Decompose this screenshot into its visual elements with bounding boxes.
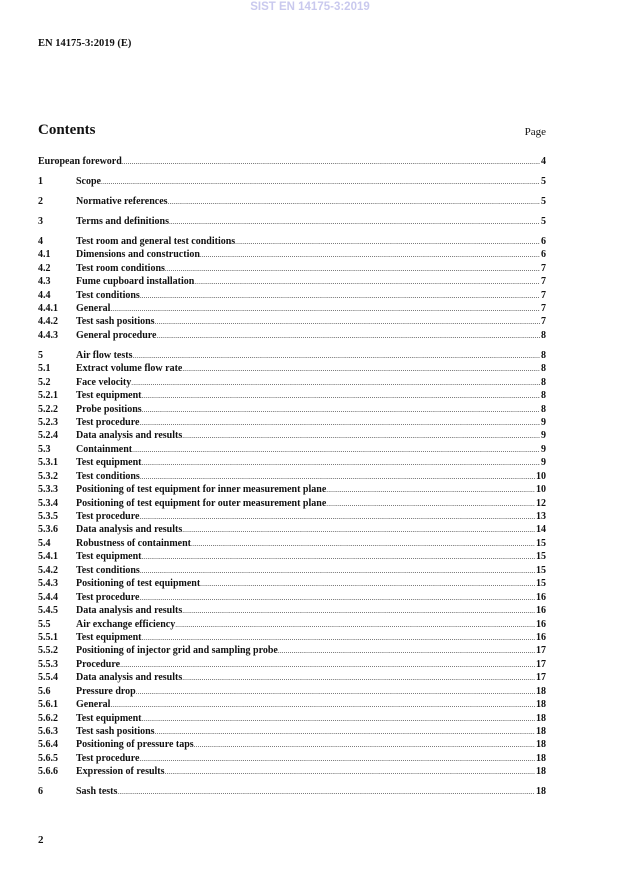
toc-entry-label: Test procedure bbox=[76, 591, 140, 603]
toc-entry-number: 4.1 bbox=[38, 249, 51, 261]
toc-entry-number: 5.5.3 bbox=[38, 658, 58, 670]
toc-entry-number: 2 bbox=[38, 195, 43, 207]
dot-leader bbox=[131, 377, 540, 390]
dot-leader bbox=[191, 538, 535, 551]
toc-entry[interactable] bbox=[38, 752, 546, 765]
dot-leader bbox=[169, 216, 540, 229]
toc-entry[interactable] bbox=[38, 497, 546, 510]
toc-entry-page: 10 bbox=[536, 470, 546, 482]
toc-entry-page: 12 bbox=[536, 497, 546, 509]
toc-entry-page: 17 bbox=[536, 645, 546, 657]
toc-entry[interactable] bbox=[38, 235, 546, 248]
toc-entry-number: 5.3.1 bbox=[38, 457, 58, 469]
dot-leader bbox=[139, 417, 540, 430]
toc-entry-page: 6 bbox=[541, 249, 546, 261]
toc-entry-page: 15 bbox=[536, 564, 546, 576]
toc-entry-page: 6 bbox=[541, 235, 546, 247]
dot-leader bbox=[139, 511, 535, 524]
dot-leader bbox=[175, 619, 535, 632]
toc-entry-page: 16 bbox=[536, 631, 546, 643]
toc-entry-page: 18 bbox=[536, 739, 546, 751]
dot-leader bbox=[278, 645, 535, 658]
toc-entry-page: 15 bbox=[536, 537, 546, 549]
toc-entry[interactable] bbox=[38, 215, 546, 228]
toc-entry[interactable] bbox=[38, 262, 546, 275]
toc-entry-label: Data analysis and results bbox=[76, 605, 183, 617]
dot-leader bbox=[139, 753, 535, 766]
toc-entry-number: 6 bbox=[38, 786, 43, 798]
toc-entry-number: 5.4.1 bbox=[38, 551, 58, 563]
toc-entry-number: 5.2.1 bbox=[38, 390, 58, 402]
toc-entry[interactable] bbox=[38, 248, 546, 261]
dot-leader bbox=[235, 236, 540, 249]
toc-entry-page: 5 bbox=[541, 215, 546, 227]
toc-entry[interactable] bbox=[38, 376, 546, 389]
toc-entry-label: Test equipment bbox=[76, 457, 142, 469]
toc-entry-number: 5.5.2 bbox=[38, 645, 58, 657]
toc-entry-number: 5.2.3 bbox=[38, 416, 58, 428]
toc-entry-page: 7 bbox=[541, 262, 546, 274]
toc-entry-page: 8 bbox=[541, 390, 546, 402]
dot-leader bbox=[110, 699, 535, 712]
toc-entry-label: Scope bbox=[76, 175, 101, 187]
toc-entry[interactable] bbox=[38, 671, 546, 684]
toc-entry-label: Test sash positions bbox=[76, 726, 155, 737]
page-title: Contents bbox=[38, 122, 96, 138]
dot-leader bbox=[194, 739, 535, 752]
toc-entry-number: 5.3.6 bbox=[38, 524, 58, 536]
dot-leader bbox=[122, 156, 540, 169]
dot-leader bbox=[140, 290, 540, 303]
toc-entry-page: 16 bbox=[536, 591, 546, 603]
dot-leader bbox=[200, 578, 535, 591]
toc-entry-page: 4 bbox=[541, 156, 546, 167]
toc-entry-label: Positioning of pressure taps bbox=[76, 739, 194, 751]
toc-entry-number: 5.6.1 bbox=[38, 699, 58, 711]
dot-leader bbox=[141, 390, 540, 403]
dot-leader bbox=[182, 672, 535, 685]
toc-entry-page: 18 bbox=[536, 699, 546, 711]
toc-entry-number: 5.6.6 bbox=[38, 766, 58, 778]
toc-entry-page: 9 bbox=[541, 457, 546, 469]
toc-entry-label: Test sash positions bbox=[76, 316, 155, 328]
toc-entry-number: 1 bbox=[38, 175, 43, 187]
dot-leader bbox=[136, 686, 535, 699]
toc-entry-label: Test procedure bbox=[76, 752, 140, 764]
toc-entry-label: Data analysis and results bbox=[76, 524, 183, 536]
toc-entry[interactable] bbox=[38, 362, 546, 375]
toc-entry-number: 4.4.2 bbox=[38, 316, 58, 328]
toc-entry-label: General bbox=[76, 699, 111, 711]
toc-entry[interactable] bbox=[38, 712, 546, 725]
toc-entry-label: Positioning of test equipment for inner measurement plane bbox=[76, 484, 327, 496]
toc-entry-number: 5.3.2 bbox=[38, 470, 58, 482]
toc-entry-label: Dimensions and construction bbox=[76, 249, 200, 261]
toc-entry-page: 9 bbox=[541, 416, 546, 428]
toc-entry-label: Positioning of test equipment for outer measurement plane bbox=[76, 497, 327, 509]
toc-entry-page: 7 bbox=[541, 316, 546, 328]
dot-leader bbox=[117, 786, 535, 799]
toc-group bbox=[38, 175, 546, 188]
toc-entry[interactable] bbox=[38, 510, 546, 523]
toc-entry-page: 16 bbox=[536, 605, 546, 617]
toc-entry-page: 18 bbox=[536, 712, 546, 724]
dot-leader bbox=[132, 350, 540, 363]
toc-group bbox=[38, 215, 546, 228]
toc-entry-label: Normative references bbox=[76, 195, 168, 207]
dot-leader bbox=[132, 444, 540, 457]
toc-entry-number: 4.4 bbox=[38, 289, 51, 301]
toc-entry-page: 5 bbox=[541, 175, 546, 187]
toc-entry-page: 17 bbox=[536, 658, 546, 670]
toc-entry[interactable] bbox=[38, 698, 546, 711]
toc-entry-number: 4.4.1 bbox=[38, 302, 58, 314]
toc-entry-number: 5.6.5 bbox=[38, 752, 58, 764]
dot-leader bbox=[182, 524, 535, 537]
toc-entry-label: Positioning of test equipment bbox=[76, 578, 201, 590]
dot-leader bbox=[140, 565, 535, 578]
page-number: 2 bbox=[38, 834, 44, 846]
toc-entry[interactable] bbox=[38, 658, 546, 671]
toc-entry-number: 5.4.4 bbox=[38, 591, 58, 603]
toc-entry[interactable] bbox=[38, 483, 546, 496]
toc-entry-label: European foreword bbox=[38, 156, 122, 167]
toc-entry[interactable] bbox=[38, 550, 546, 563]
toc-entry-label: Face velocity bbox=[76, 376, 132, 388]
dot-leader bbox=[140, 471, 535, 484]
toc-entry[interactable] bbox=[38, 591, 546, 604]
toc-entry-page: 18 bbox=[536, 752, 546, 764]
toc-entry-label: Test procedure bbox=[76, 511, 140, 522]
toc-entry-page: 15 bbox=[536, 578, 546, 590]
toc-entry-number: 4.4.3 bbox=[38, 329, 58, 341]
toc-entry[interactable] bbox=[38, 523, 546, 536]
toc-entry[interactable] bbox=[38, 275, 546, 288]
toc-entry-label: Air exchange efficiency bbox=[76, 618, 176, 630]
toc-entry-page: 8 bbox=[541, 363, 546, 375]
toc-entry-number: 5 bbox=[38, 349, 43, 361]
toc-entry-number: 5.6.4 bbox=[38, 739, 58, 751]
toc-entry-page: 8 bbox=[541, 349, 546, 361]
dot-leader bbox=[182, 430, 540, 443]
dot-leader bbox=[155, 316, 540, 329]
toc-entry-label: Probe positions bbox=[76, 403, 142, 415]
toc-entry-label: Test equipment bbox=[76, 390, 142, 402]
toc-entry-page: 14 bbox=[536, 524, 546, 536]
toc-entry-label: Extract volume flow rate bbox=[76, 363, 183, 375]
toc-entry[interactable] bbox=[38, 429, 546, 442]
toc-entry-label: Data analysis and results bbox=[76, 672, 183, 684]
dot-leader bbox=[200, 249, 540, 262]
toc-entry-number: 5.4.2 bbox=[38, 564, 58, 576]
document-id: EN 14175-3:2019 (E) bbox=[38, 38, 132, 49]
dot-leader bbox=[326, 498, 535, 511]
dot-leader bbox=[155, 726, 535, 739]
toc-entry[interactable] bbox=[38, 470, 546, 483]
toc-entry-number: 4.2 bbox=[38, 262, 51, 274]
toc-entry-label: Fume cupboard installation bbox=[76, 276, 195, 288]
dot-leader bbox=[194, 276, 540, 289]
dot-leader bbox=[141, 713, 535, 726]
toc-group bbox=[38, 235, 546, 343]
dot-leader bbox=[182, 363, 540, 376]
dot-leader bbox=[142, 404, 540, 417]
dot-leader bbox=[168, 196, 540, 209]
toc-entry-number: 5.5.4 bbox=[38, 672, 58, 684]
toc-entry-page: 7 bbox=[541, 302, 546, 314]
toc-entry-page: 7 bbox=[541, 289, 546, 301]
toc-entry-label: Test equipment bbox=[76, 712, 142, 724]
toc-entry-page: 18 bbox=[536, 685, 546, 697]
toc-entry-number: 5.2 bbox=[38, 376, 51, 388]
toc-entry[interactable] bbox=[38, 618, 546, 631]
toc-entry-number: 5.6 bbox=[38, 685, 51, 697]
dot-leader bbox=[141, 457, 540, 470]
toc-entry-page: 8 bbox=[541, 376, 546, 388]
toc-entry-number: 4 bbox=[38, 235, 43, 247]
toc-entry-page: 18 bbox=[536, 726, 546, 737]
toc-entry-number: 5.2.2 bbox=[38, 403, 58, 415]
dot-leader bbox=[139, 592, 535, 605]
toc-entry-number: 5.3.5 bbox=[38, 511, 58, 522]
toc-entry-page: 5 bbox=[541, 195, 546, 207]
toc-entry[interactable] bbox=[38, 738, 546, 751]
toc-entry-number: 3 bbox=[38, 215, 43, 227]
toc-entry-label: Procedure bbox=[76, 658, 121, 670]
toc-entry-page: 7 bbox=[541, 276, 546, 288]
dot-leader bbox=[182, 605, 535, 618]
toc-entry-label: Test room conditions bbox=[76, 262, 165, 274]
toc-entry-label: Test conditions bbox=[76, 564, 140, 576]
toc-entry-label: General procedure bbox=[76, 329, 157, 341]
toc-entry-number: 5.6.2 bbox=[38, 712, 58, 724]
toc-entry-page: 13 bbox=[536, 511, 546, 522]
toc-entry[interactable] bbox=[38, 289, 546, 302]
toc-entry[interactable] bbox=[38, 725, 546, 738]
toc-entry-label: Containment bbox=[76, 443, 133, 455]
toc-entry[interactable] bbox=[38, 577, 546, 590]
toc-entry-label: Test conditions bbox=[76, 470, 140, 482]
toc-entry[interactable] bbox=[38, 302, 546, 315]
toc-entry-number: 5.3.3 bbox=[38, 484, 58, 496]
toc-entry-label: Test procedure bbox=[76, 416, 140, 428]
toc-entry-label: Test equipment bbox=[76, 631, 142, 643]
toc-entry-number: 5.5.1 bbox=[38, 631, 58, 643]
toc-entry-page: 15 bbox=[536, 551, 546, 563]
toc-entry-page: 16 bbox=[536, 618, 546, 630]
toc-entry-page: 10 bbox=[536, 484, 546, 496]
toc-entry[interactable] bbox=[38, 349, 546, 362]
toc-group bbox=[38, 349, 546, 779]
toc-entry[interactable] bbox=[38, 644, 546, 657]
toc-group bbox=[38, 785, 546, 798]
toc-entry-label: Pressure drop bbox=[76, 685, 136, 697]
toc-entry-number: 5.3.4 bbox=[38, 497, 58, 509]
toc-entry-number: 5.1 bbox=[38, 363, 51, 375]
toc-group bbox=[38, 195, 546, 208]
dot-leader bbox=[101, 176, 540, 189]
toc-entry-page: 18 bbox=[536, 766, 546, 778]
table-of-contents bbox=[38, 155, 546, 799]
dot-leader bbox=[165, 263, 540, 276]
watermark: SIST EN 14175-3:2019 bbox=[250, 1, 370, 13]
toc-entry-number: 4.3 bbox=[38, 276, 51, 288]
toc-entry-label: Sash tests bbox=[76, 786, 118, 798]
page-column-label: Page bbox=[524, 126, 546, 138]
toc-entry[interactable] bbox=[38, 785, 546, 798]
toc-entry[interactable] bbox=[38, 403, 546, 416]
toc-entry[interactable] bbox=[38, 315, 546, 328]
toc-entry-number: 5.4.3 bbox=[38, 578, 58, 590]
toc-entry-number: 5.5 bbox=[38, 618, 51, 630]
dot-leader bbox=[156, 330, 540, 343]
toc-entry-label: Expression of results bbox=[76, 766, 165, 778]
toc-entry-number: 5.4 bbox=[38, 537, 51, 549]
toc-entry-label: Data analysis and results bbox=[76, 430, 183, 442]
toc-entry[interactable] bbox=[38, 175, 546, 188]
toc-entry-page: 17 bbox=[536, 672, 546, 684]
toc-entry-number: 5.2.4 bbox=[38, 430, 58, 442]
toc-entry[interactable] bbox=[38, 456, 546, 469]
toc-entry[interactable] bbox=[38, 416, 546, 429]
toc-entry[interactable] bbox=[38, 443, 546, 456]
toc-entry[interactable] bbox=[38, 537, 546, 550]
toc-entry[interactable] bbox=[38, 195, 546, 208]
toc-entry[interactable] bbox=[38, 685, 546, 698]
toc-entry-page: 9 bbox=[541, 443, 546, 455]
toc-entry[interactable] bbox=[38, 765, 546, 778]
toc-entry-number: 5.6.3 bbox=[38, 726, 58, 737]
toc-entry[interactable] bbox=[38, 329, 546, 342]
toc-entry-page: 18 bbox=[536, 786, 546, 798]
toc-entry-label: General bbox=[76, 302, 111, 314]
toc-entry[interactable] bbox=[38, 631, 546, 644]
toc-entry-page: 8 bbox=[541, 403, 546, 415]
toc-entry-label: Test room and general test conditions bbox=[76, 235, 236, 247]
toc-entry-page: 8 bbox=[541, 329, 546, 341]
dot-leader bbox=[165, 766, 535, 779]
toc-entry-number: 5.4.5 bbox=[38, 605, 58, 617]
toc-entry[interactable] bbox=[38, 604, 546, 617]
toc-entry-label: Positioning of injector grid and sampling probe bbox=[76, 645, 278, 657]
dot-leader bbox=[110, 303, 540, 316]
dot-leader bbox=[120, 659, 535, 672]
toc-entry[interactable] bbox=[38, 564, 546, 577]
dot-leader bbox=[141, 632, 535, 645]
toc-group bbox=[38, 155, 546, 168]
dot-leader bbox=[326, 484, 535, 497]
toc-entry-label: Test conditions bbox=[76, 289, 140, 301]
toc-entry-label: Test equipment bbox=[76, 551, 142, 563]
toc-entry[interactable] bbox=[38, 155, 546, 168]
dot-leader bbox=[141, 551, 535, 564]
toc-entry-label: Robustness of containment bbox=[76, 537, 192, 549]
toc-entry-label: Terms and definitions bbox=[76, 215, 169, 227]
toc-entry[interactable] bbox=[38, 389, 546, 402]
toc-entry-label: Air flow tests bbox=[76, 349, 133, 361]
toc-entry-number: 5.3 bbox=[38, 443, 51, 455]
toc-entry-page: 9 bbox=[541, 430, 546, 442]
